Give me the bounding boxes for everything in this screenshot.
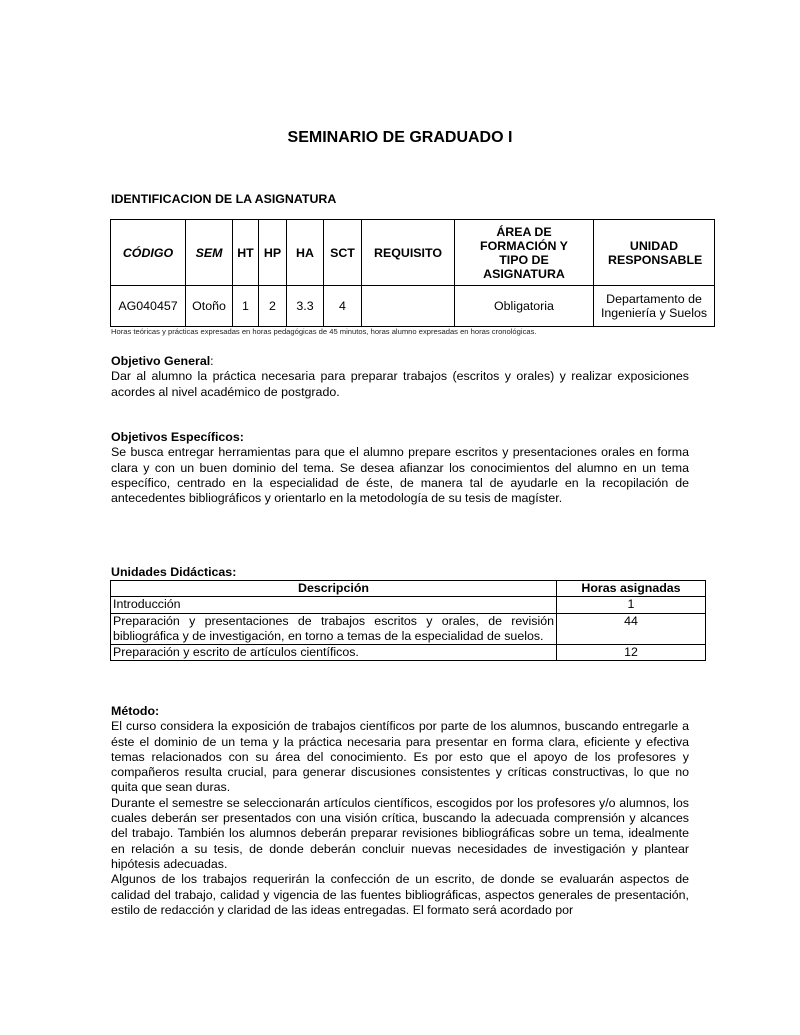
- objetivo-general-label: Objetivo General: [111, 354, 211, 368]
- unidad-horas: 44: [557, 613, 706, 645]
- unidad-horas: 12: [557, 645, 706, 661]
- cell-ht: 1: [233, 286, 259, 327]
- objetivo-general-text: Dar al alumno la práctica necesaria para preparar trabajos (escritos y orales) y realizar exposiciones acordes al nivel académico de postgrado.: [111, 369, 689, 399]
- col-requisito: REQUISITO: [362, 220, 455, 286]
- identification-table: [110, 219, 715, 327]
- cell-requisito: [362, 286, 455, 327]
- col-unidad: UNIDAD RESPONSABLE: [594, 220, 715, 286]
- identification-heading: IDENTIFICACION DE LA ASIGNATURA: [111, 192, 337, 206]
- objetivo-general-colon: :: [210, 354, 214, 368]
- identification-footnote: Horas teóricas y prácticas expresadas en horas pedagógicas de 45 minutos, horas alumno expresadas en horas cronológicas.: [111, 327, 537, 336]
- metodo-label: Método:: [111, 704, 160, 718]
- document-title: SEMINARIO DE GRADUADO I: [287, 129, 513, 146]
- table-row: [111, 613, 706, 645]
- col-ha: HA: [287, 220, 324, 286]
- cell-ha: 3.3: [287, 286, 324, 327]
- col-sct: SCT: [324, 220, 362, 286]
- cell-sct: 4: [324, 286, 362, 327]
- cell-hp: 2: [259, 286, 287, 327]
- table-row: [111, 597, 706, 613]
- unidades-label: Unidades Didácticas:: [111, 565, 237, 579]
- col-sem: SEM: [186, 220, 233, 286]
- objetivos-especificos-section: [111, 430, 689, 506]
- table-row: [111, 645, 706, 661]
- objetivo-general-section: [111, 354, 689, 400]
- unidad-horas: 1: [557, 597, 706, 613]
- identification-header-row: [111, 220, 715, 286]
- cell-codigo: AG040457: [111, 286, 186, 327]
- unidades-table: [110, 580, 706, 661]
- metodo-paragraph: El curso considera la exposición de trabajos científicos por parte de los alumnos, buscando entregarle a éste el dominio de un tema y la práctica necesaria para presentar en forma clara, eficiente y efectiva temas relacionados con su área del conocimiento. Es por esto que el apoyo de los profesores y compañeros resulta crucial, para generar discusiones consistentes y críticas constructivas, lo que no quita que sean duras.: [111, 719, 689, 795]
- col-horas: Horas asignadas: [557, 581, 706, 597]
- cell-unidad: Departamento de Ingeniería y Suelos: [594, 286, 715, 327]
- metodo-section: [111, 704, 689, 918]
- unidad-descripcion: Introducción: [111, 597, 557, 613]
- metodo-paragraph: Durante el semestre se seleccionarán artículos científicos, escogidos por los profesores y/o alumnos, los cuales deberán ser presentados con una visión crítica, buscando la adecuada comprensión y alcances del trabajo. También los alumnos deberán preparar revisiones bibliográficas sobre un tema, idealmente en relación a su tesis, de donde deberán concluir nuevas necesidades de investigación y plantear hipótesis adecuadas.: [111, 795, 689, 871]
- col-descripcion: Descripción: [111, 581, 557, 597]
- unidades-header-row: [111, 581, 706, 597]
- cell-sem: Otoño: [186, 286, 233, 327]
- identification-data-row: [111, 286, 715, 327]
- cell-area: Obligatoria: [455, 286, 594, 327]
- col-codigo: CÓDIGO: [111, 220, 186, 286]
- objetivos-especificos-label: Objetivos Específicos:: [111, 430, 244, 444]
- unidad-descripcion: Preparación y presentaciones de trabajos escritos y orales, de revisión bibliográfica y de investigación, en torno a temas de la especialidad de suelos.: [111, 613, 557, 645]
- metodo-paragraph: Algunos de los trabajos requerirán la confección de un escrito, de donde se evaluarán aspectos de calidad del trabajo, calidad y vigencia de las fuentes bibliográficas, aspectos generales de presentación, estilo de redacción y claridad de las ideas entregadas. El formato será acordado por: [111, 872, 689, 917]
- col-area: ÁREA DE FORMACIÓN Y TIPO DE ASIGNATURA: [455, 220, 594, 286]
- objetivos-especificos-text: Se busca entregar herramientas para que el alumno prepare escritos y presentaciones orales en forma clara y con un buen dominio del tema. Se desea afianzar los conocimientos del alumno en un tema específico, centrado en la especialidad de éste, de manera tal de ayudarle en la recopilación de antecedentes bibliográficos y orientarlo en la metodología de su tesis de magíster.: [111, 445, 689, 506]
- unidad-descripcion: Preparación y escrito de artículos científicos.: [111, 645, 557, 661]
- col-hp: HP: [259, 220, 287, 286]
- col-ht: HT: [233, 220, 259, 286]
